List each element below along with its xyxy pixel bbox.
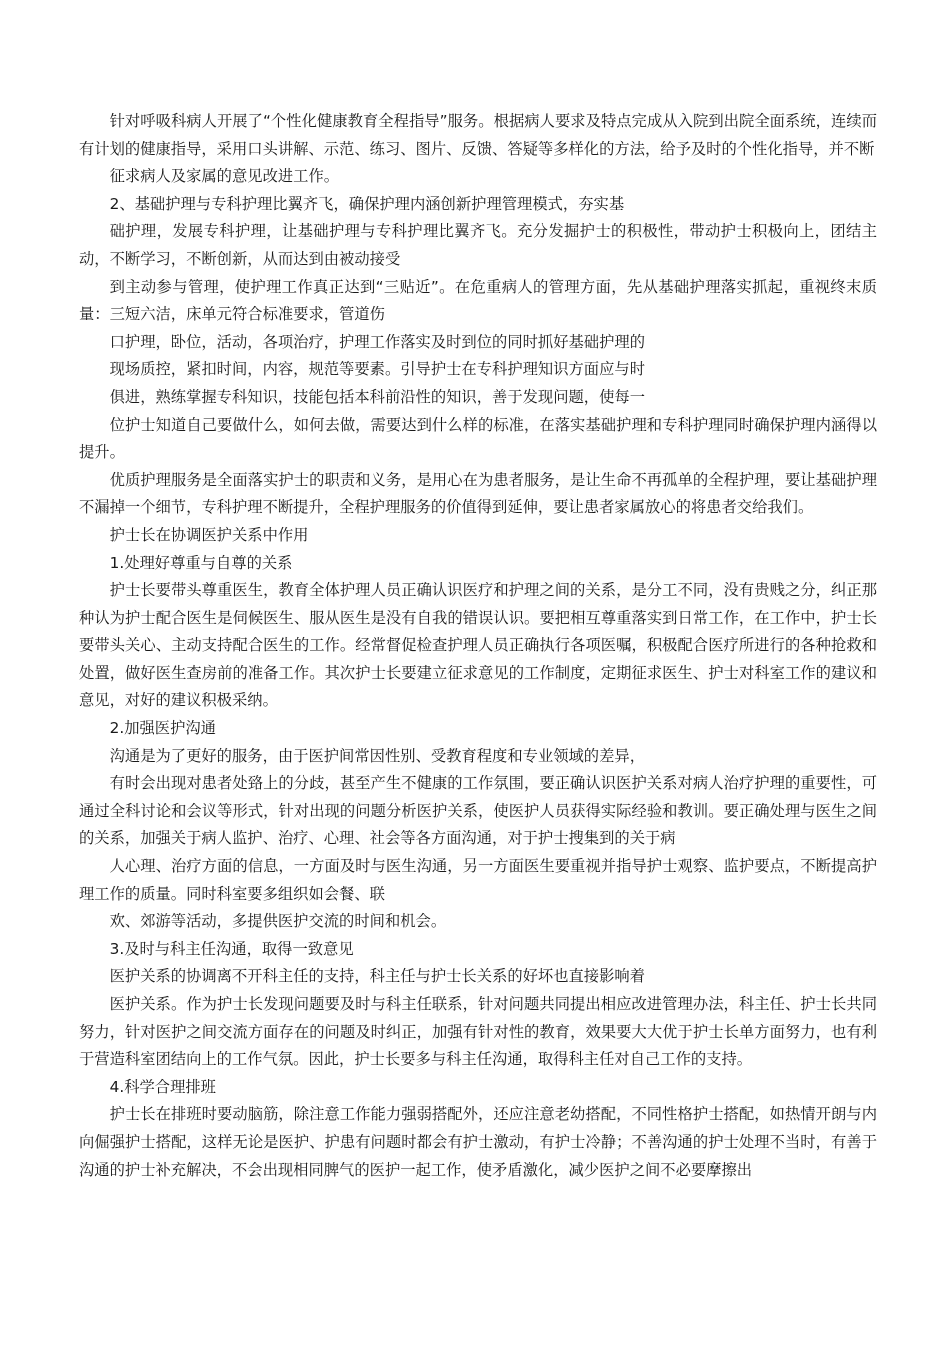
section-heading-basic-specialty-care: 2、基础护理与专科护理比翼齐飞，确保护理内涵创新护理管理模式，夯实基 (109, 194, 625, 213)
subheading-scheduling: 4.科学合理排班 (109, 1077, 216, 1096)
paragraph-communication-intro: 沟通是为了更好的服务，由于医护间常因性别、受教育程度和专业领域的差异， (109, 746, 645, 765)
paragraph-director-relationship: 医护关系。作为护士长发现问题要及时与科主任联系，针对问题共同提出相应改进管理办法，科主任、护士长共同努力，针对医护之间交流方面存在的问题及时纠正，加强有针对性的教育，效果要大大优于护士长单方面努力，也有利于营造科室团结向上的工作气氛。因此，护士长要多与科主任沟通，取得科主任对自己工作的支持。 (79, 995, 877, 1069)
subheading-department-director: 3.及时与科主任沟通，取得一致意见 (109, 939, 354, 958)
paragraph-director-support: 医护关系的协调离不开科主任的支持，科主任与护士长关系的好坏也直接影响着 (109, 967, 645, 986)
paragraph-communication-disagreement: 有时会出现对患者处臵上的分歧，甚至产生不健康的工作氛围，要正确认识医护关系对病人治疗护理的重要性，可通过全科讨论和会议等形式，针对出现的问题分析医护关系，使医护人员获得实际经验和教训。要正确处理与医生之间的关系，加强关于病人监护、治疗、心理、社会等各方面沟通，对于护士搜集到的关于病 (79, 774, 877, 848)
section-heading-head-nurse-role: 护士长在协调医护关系中作用 (109, 525, 309, 544)
subheading-communication: 2.加强医护沟通 (109, 719, 216, 738)
paragraph-respect: 护士长要带头尊重医生，教育全体护理人员正确认识医疗和护理之间的关系，是分工不同，没有贵贱之分，纠正那种认为护士配合医生是伺候医生、服从医生是没有自我的错误认识。要把相互尊重落实到日常工作，在工作中，护士长要带头关心、主动支持配合医生的工作。经常督促检查护理人员正确执行各项医嘱，积极配合医疗所进行的各种抢救和处置，做好医生查房前的准备工作。其次护士长要建立征求意见的工作制度，定期征求医生、护士对科室工作的建议和意见，对好的建议积极采纳。 (79, 581, 877, 710)
subheading-respect: 1.处理好尊重与自尊的关系 (109, 553, 293, 572)
paragraph-basic-care: 础护理，发展专科护理，让基础护理与专科护理比翼齐飞。充分发掘护士的积极性，带动护士积极向上，团结主动，不断学习，不断创新，从而达到由被动接受 (79, 222, 877, 268)
paragraph-nurse-standards: 位护士知道自己要做什么，如何去做，需要达到什么样的标准，在落实基础护理和专科护理同时确保护理内涵得以提升。 (79, 415, 877, 462)
paragraph-quality-service: 优质护理服务是全面落实护士的职责和义务，是用心在为患者服务，是让生命不再孤单的全程护理，要让基础护理不漏掉一个细节，专科护理不断提升，全程护理服务的价值得到延伸，要让患者家属放心的将患者交给我们。 (79, 470, 877, 517)
paragraph-active-participation: 到主动参与管理，使护理工作真正达到“三贴近”。在危重病人的管理方面，先从基础护理落实抓起，重视终末质量：三短六洁，床单元符合标准要求，管道伤 (79, 277, 877, 324)
paragraph-wound-care: 口护理，卧位，活动，各项治疗，护理工作落实及时到位的同时抓好基础护理的 (109, 332, 645, 351)
paragraph-quality-control: 现场质控，紧扣时间，内容，规范等要素。引导护士在专科护理知识方面应与时 (109, 360, 645, 379)
paragraph-communication-activities: 欢、郊游等活动，多提供医护交流的时间和机会。 (109, 912, 447, 931)
paragraph-communication-information: 人心理、治疗方面的信息，一方面及时与医生沟通，另一方面医生要重视并指导护士观察、监护要点，不断提高护理工作的质量。同时科室要多组织如会餐、联 (79, 857, 877, 903)
paragraph-feedback: 征求病人及家属的意见改进工作。 (109, 167, 340, 186)
paragraph-health-education: 针对呼吸科病人开展了“个性化健康教育全程指导”服务。根据病人要求及特点完成从入院到出院全面系统，连续而有计划的健康指导，采用口头讲解、示范、练习、图片、反馈、答疑等多样化的方法，给予及时的个性化指导，并不断 (79, 112, 877, 158)
paragraph-scheduling: 护士长在排班时要动脑筋，除注意工作能力强弱搭配外，还应注意老幼搭配，不同性格护士搭配，如热情开朗与内向倔强护士搭配，这样无论是医护、护患有问题时都会有护士激动，有护士冷静；不善沟通的护士处理不当时，有善于沟通的护士补充解决，不会出现相同脾气的医护一起工作，使矛盾激化，减少医护之间不必要摩擦出 (79, 1105, 877, 1179)
paragraph-keep-pace: 俱进，熟练掌握专科知识，技能包括本科前沿性的知识，善于发现问题，使每一 (109, 387, 645, 406)
document-body (79, 108, 877, 1184)
